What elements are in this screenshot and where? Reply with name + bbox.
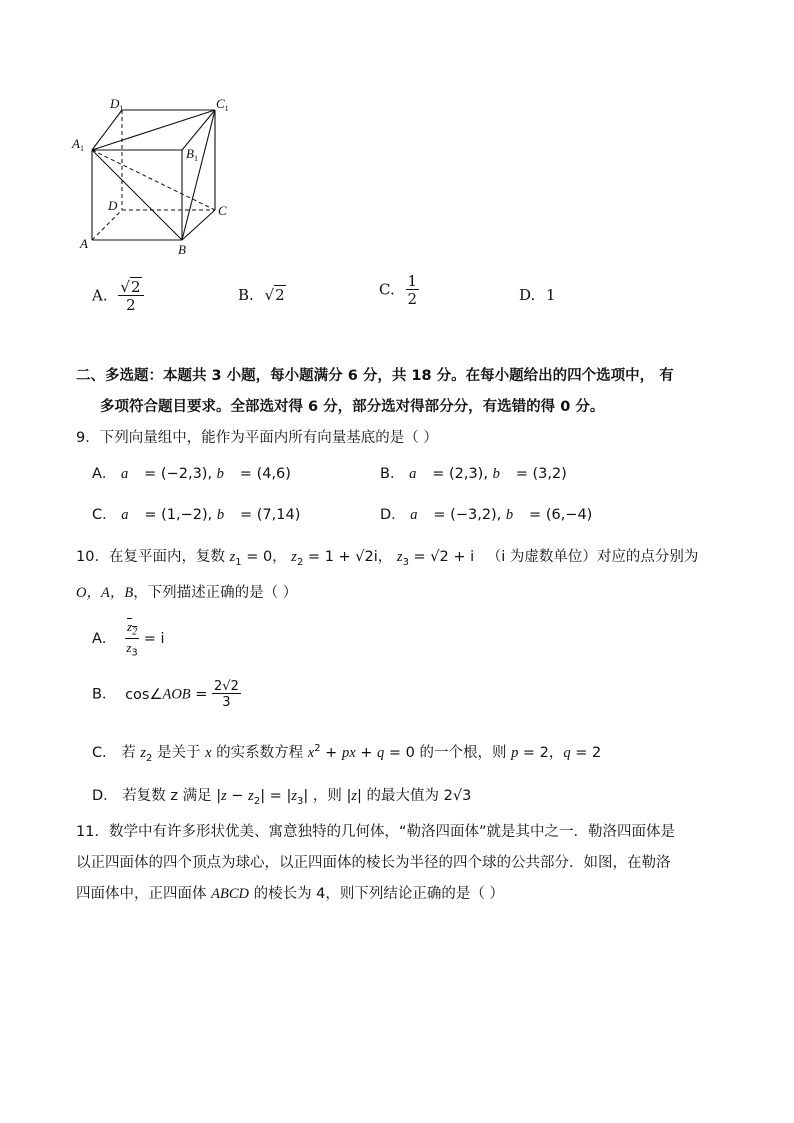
section2-line1: 二、多选题：本题共 3 小题，每小题满分 6 分，共 18 分。在每小题给出的四个选项中， 有 [76, 368, 674, 384]
q9-stem: 9．下列向量组中，能作为平面内所有向量基底的是（ ） [76, 430, 438, 446]
q9-option-b: B． a⃗ = (2,3), b⃗ = (3,2) [380, 466, 567, 482]
q9-option-d: D． a⃗ = (−3,2), b⃗ = (6,−4) [380, 507, 593, 523]
label-C1: C [216, 96, 225, 111]
label-B1: B [186, 146, 194, 161]
q9-option-c: C． a⃗ = (1,−2), b⃗ = (7,14) [92, 507, 301, 523]
q8-option-b: B. √2 [238, 286, 285, 304]
q8-option-d: D. 1 [519, 286, 556, 304]
q10-stem-line1: 10．在复平面内，复数 $z_1 = 0$， $z_2 = 1 + √2i$， $z_3 = √2 + i$ （i 为虚数单位）对应的点分别为 [76, 549, 699, 568]
q8-option-a: A. $\frac{√2}{2}$ [92, 280, 144, 313]
section2-line2: 多项符合题目要求。全部选对得 6 分，部分选对得部分分，有选错的得 0 分。 [100, 399, 605, 415]
label-D: D [108, 198, 118, 213]
svg-text:A1: $A_1$ [72, 136, 84, 153]
svg-text:B1: $B_1$ [186, 146, 198, 163]
q10-option-d: D． 若复数 z 满足 $|z - z_2| = |z_3|$ ，则 |z| 的最大值为 2√3 [92, 788, 472, 807]
label-A1: A [72, 136, 80, 151]
cube-figure [70, 96, 240, 266]
label-C: C [218, 203, 227, 218]
label-B: B [178, 242, 186, 257]
q11-line3: 四面体中，正四面体 ABCD 的棱长为 4，则下列结论正确的是（ ） [76, 886, 505, 902]
q10-option-c: C． 若 $z_2$ 是关于 x 的实系数方程 $x^2$ + px + q = 0 的一个根，则 p = 2，q = 2 [92, 743, 602, 764]
q10-stem-line2: O，A，B，下列描述正确的是（ ） [76, 585, 298, 601]
label-A: A [80, 236, 88, 251]
q10-option-b: B． cos∠AOB = $\frac{2√2}{3}$ [92, 679, 239, 710]
svg-text:C1: $C_1$ [216, 96, 229, 113]
label-D1: D [110, 96, 120, 111]
q10-option-a: A． $\frac{z_2}{z_3}$ = i [92, 619, 165, 659]
q11-line1: 11．数学中有许多形状优美、寓意独特的几何体，“勒洛四面体”就是其中之一．勒洛四面体是 [76, 824, 675, 840]
q11-line2: 以正四面体的四个顶点为球心，以正四面体的棱长为半径的四个球的公共部分．如图，在勒洛 [76, 855, 671, 871]
q8-option-c: C. $\frac{1}{2}$ [379, 272, 418, 308]
svg-text:D1: $D_1$ [110, 96, 124, 113]
q9-option-a: A． a⃗ = (−2,3), b⃗ = (4,6) [92, 466, 291, 482]
